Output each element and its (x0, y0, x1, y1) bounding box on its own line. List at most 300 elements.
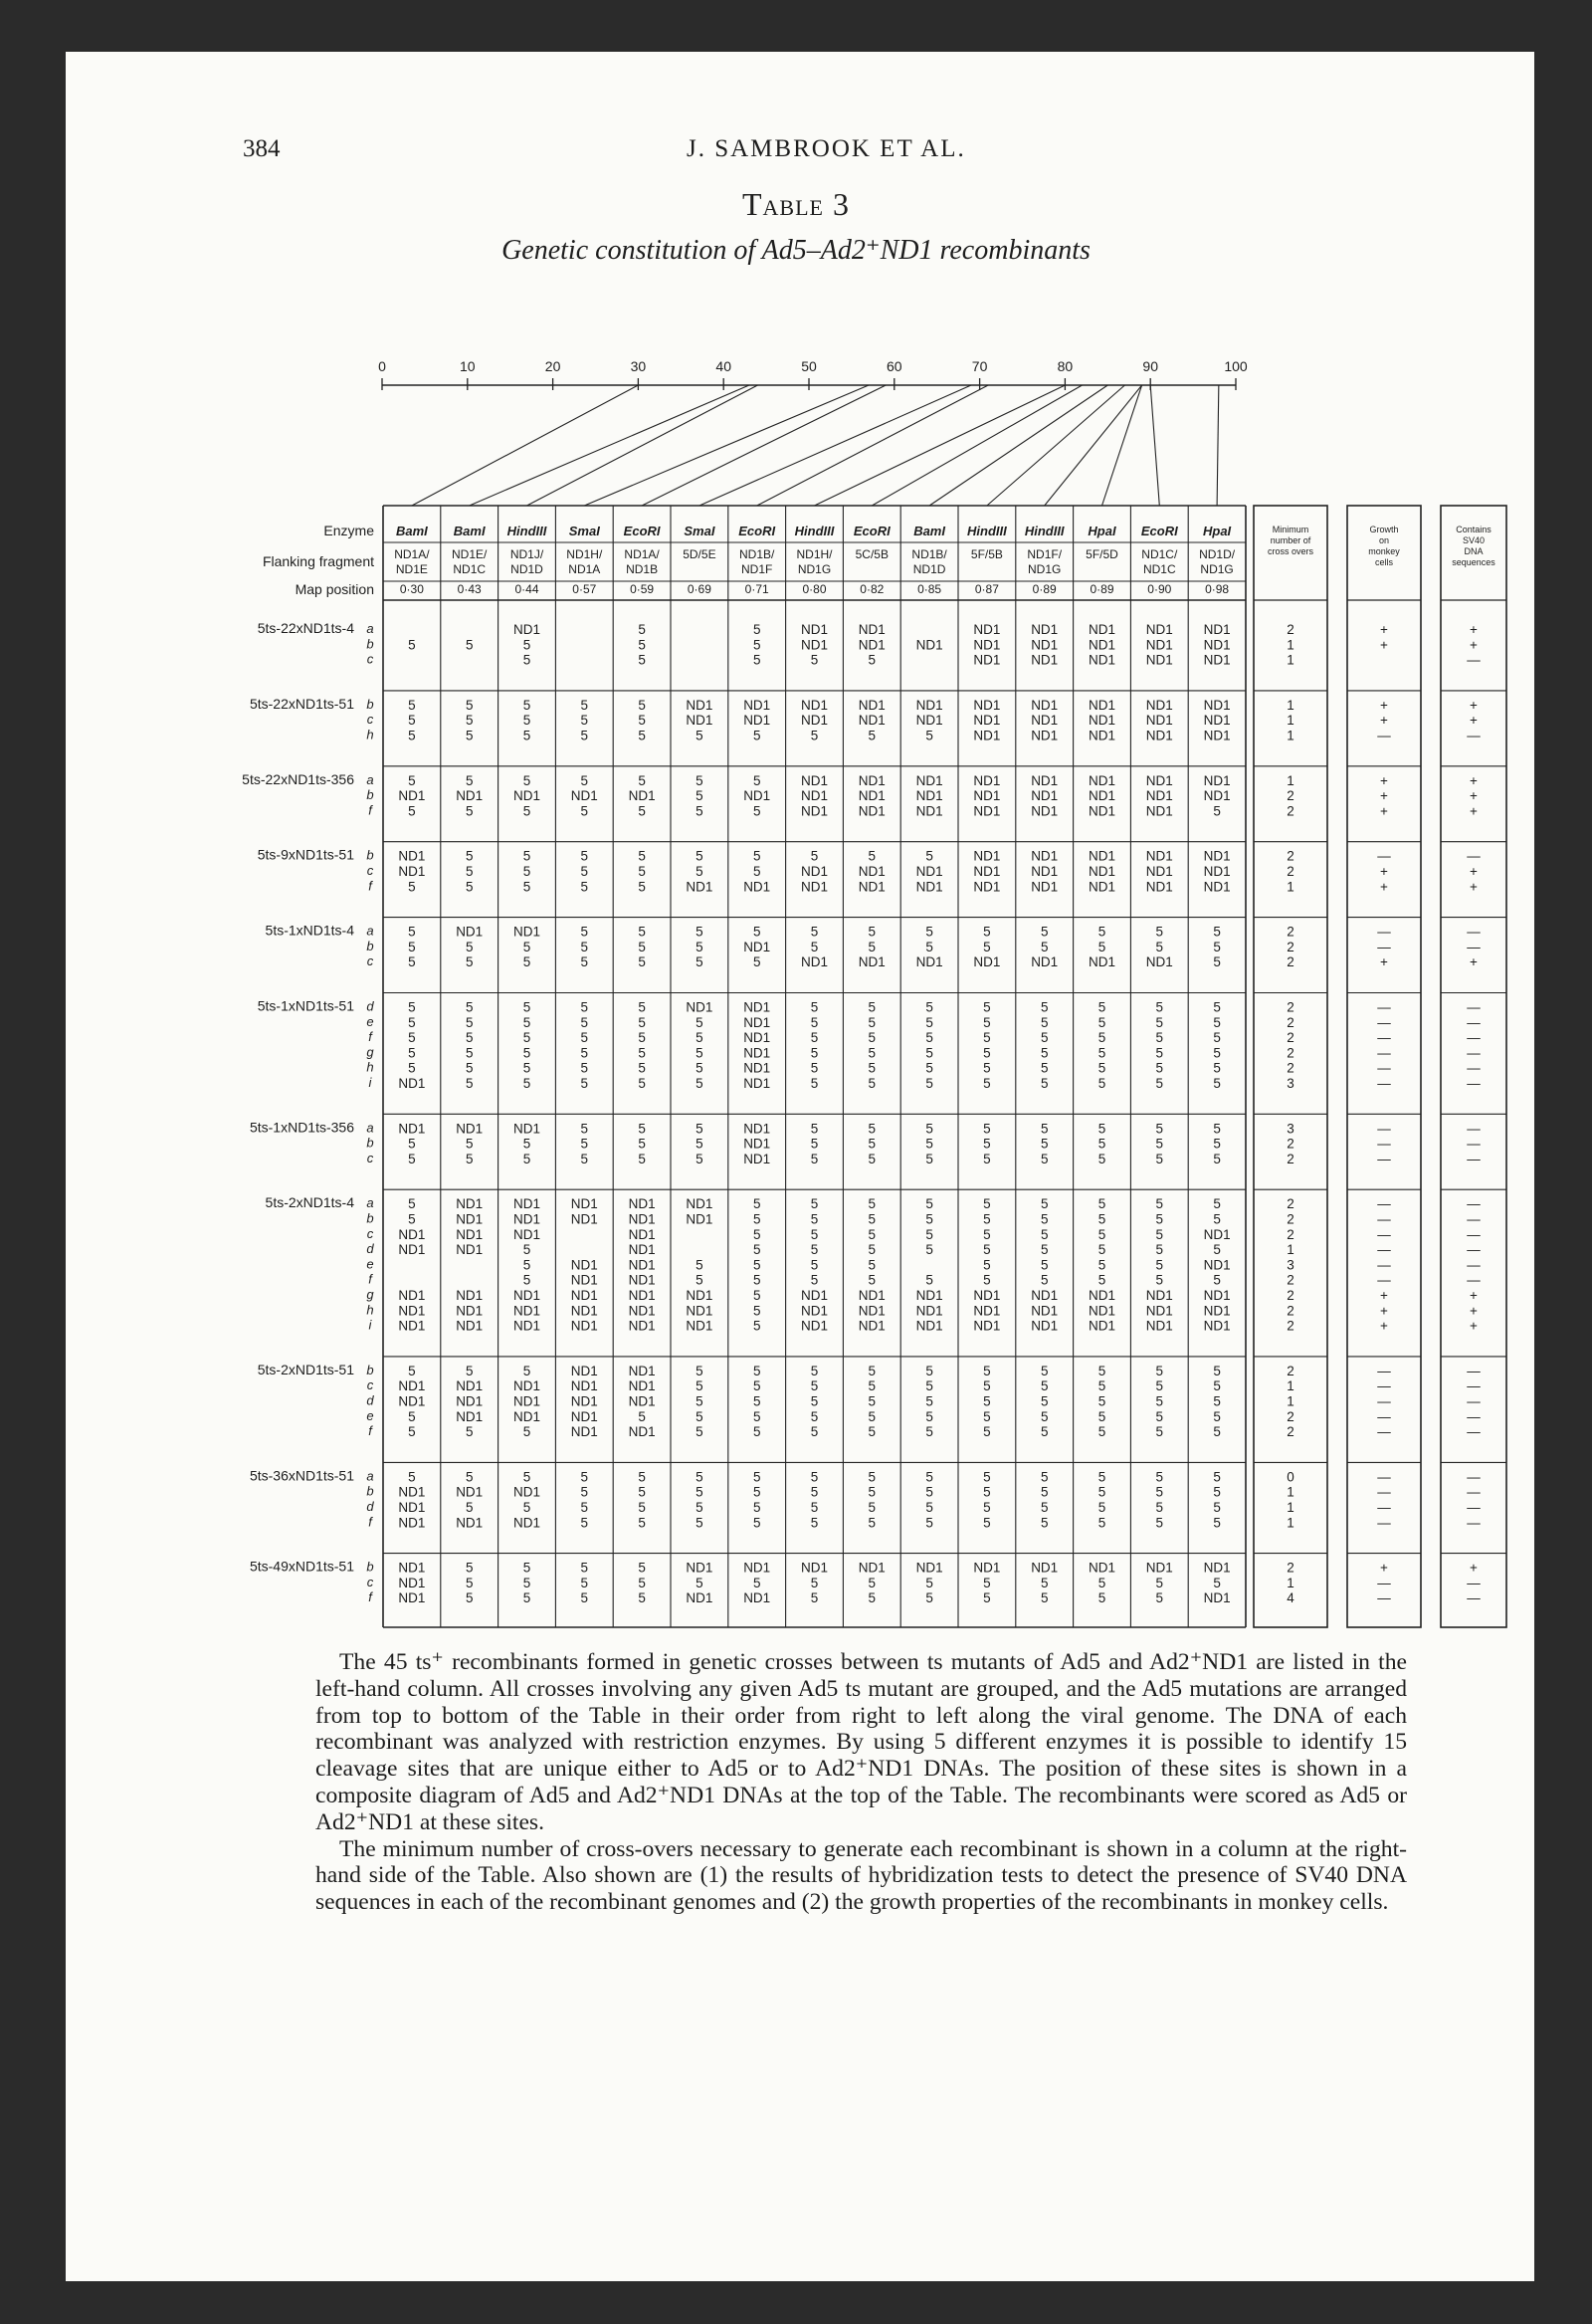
genotype-cell: 5 (752, 622, 761, 637)
genotype-cell: 5 (752, 772, 761, 788)
genotype-cell: 5 (868, 1575, 877, 1590)
genotype-cell: ND1 (456, 1318, 484, 1334)
genotype-cell: 5 (522, 848, 531, 864)
genotype-cell: ND1 (570, 1211, 598, 1227)
genotype-cell: ND1 (1203, 728, 1231, 743)
genotype-cell: 5 (580, 1060, 589, 1076)
genotype-cell: 5 (1040, 1211, 1049, 1227)
genotype-cell: 5 (1040, 1151, 1049, 1166)
genotype-cell: ND1 (800, 1303, 829, 1319)
side-value-crossovers: 2 (1287, 864, 1294, 879)
genotype-cell: 5 (1097, 1136, 1106, 1152)
column-map-position: 0·80 (802, 582, 827, 596)
column-fragment: ND1E/ (452, 547, 488, 561)
genotype-cell: 5 (1155, 1211, 1164, 1227)
genotype-cell: 5 (983, 1363, 991, 1378)
genotype-cell: 5 (925, 1196, 933, 1212)
genotype-cell: ND1 (456, 1393, 484, 1409)
side-value-sv40: — (1467, 1272, 1481, 1288)
genotype-cell: 5 (1097, 1515, 1106, 1531)
side-value-sv40: — (1467, 1014, 1481, 1030)
genotype-cell: 5 (408, 1151, 416, 1166)
side-value-crossovers: 2 (1287, 924, 1294, 940)
genotype-cell: ND1 (398, 1378, 426, 1394)
genotype-cell: 5 (983, 1590, 991, 1606)
flanking-fragment-label: Flanking fragment (262, 553, 374, 569)
genotype-cell: ND1 (1145, 697, 1173, 713)
genotype-cell: 5 (752, 803, 761, 819)
genotype-cell: 5 (465, 1500, 474, 1515)
genotype-cell: 5 (522, 1257, 531, 1273)
genotype-cell: ND1 (456, 1408, 484, 1424)
genotype-cell: 5 (925, 1030, 933, 1046)
genotype-cell: 5 (752, 1257, 761, 1273)
genotype-cell: 5 (1097, 1272, 1106, 1288)
recombinant-letter: g (366, 1287, 374, 1302)
genotype-cell: 5 (810, 1226, 819, 1242)
genotype-cell: 5 (810, 1500, 819, 1515)
genotype-cell: ND1 (1031, 697, 1059, 713)
genotype-cell: ND1 (1031, 954, 1059, 970)
genotype-cell: 5 (983, 1045, 991, 1061)
genotype-cell: 5 (752, 728, 761, 743)
genotype-cell: 5 (868, 924, 877, 940)
column-map-position: 0·89 (1090, 582, 1114, 596)
genotype-cell: 5 (752, 1288, 761, 1303)
genotype-cell: ND1 (973, 788, 1001, 804)
genotype-cell: ND1 (858, 954, 886, 970)
side-value-sv40: — (1467, 1378, 1481, 1394)
genotype-cell: 5 (1040, 1045, 1049, 1061)
recombinant-letter: h (366, 727, 374, 742)
genotype-cell: 5 (638, 1560, 646, 1576)
genotype-cell: ND1 (915, 954, 943, 970)
genotype-cell: ND1 (1203, 879, 1231, 895)
genotype-cell: 5 (638, 637, 646, 653)
genotype-cell: 5 (925, 1242, 933, 1258)
recombinant-letter: g (366, 1044, 374, 1060)
recombinant-letter: b (366, 636, 374, 652)
side-value-crossovers: 2 (1287, 788, 1294, 804)
genotype-cell: 5 (1155, 1393, 1164, 1409)
column-enzyme: HindIII (794, 524, 835, 538)
genotype-cell: 5 (868, 1408, 877, 1424)
genotype-cell: 5 (465, 772, 474, 788)
genotype-cell: 5 (638, 848, 646, 864)
genotype-cell: 5 (522, 1014, 531, 1030)
side-value-crossovers: 1 (1287, 1484, 1294, 1500)
side-value-growth: — (1377, 1060, 1391, 1076)
genotype-cell: ND1 (456, 1226, 484, 1242)
genotype-cell: 5 (925, 1469, 933, 1485)
genotype-cell: 5 (1155, 1272, 1164, 1288)
genotype-cell: ND1 (858, 788, 886, 804)
genotype-cell: 5 (868, 1030, 877, 1046)
genotype-cell: ND1 (800, 1288, 829, 1303)
genotype-cell: 5 (1040, 1515, 1049, 1531)
column-map-position: 0·87 (974, 582, 999, 596)
side-value-sv40: — (1467, 1484, 1481, 1500)
recombinant-letter: b (366, 1362, 374, 1377)
genotype-cell: 5 (810, 1590, 819, 1606)
side-value-crossovers: 2 (1287, 954, 1294, 970)
genotype-cell: 5 (638, 939, 646, 954)
side-value-sv40: — (1467, 1393, 1481, 1409)
genotype-cell: ND1 (398, 848, 426, 864)
genotype-cell: ND1 (1203, 713, 1231, 729)
recombinant-letter: f (368, 878, 372, 894)
genotype-cell: ND1 (973, 1318, 1001, 1334)
genotype-cell: 5 (408, 697, 416, 713)
side-value-crossovers: 1 (1287, 652, 1294, 668)
side-value-growth: — (1377, 939, 1391, 954)
genotype-cell: ND1 (1031, 1560, 1059, 1576)
genotype-cell: 5 (983, 1484, 991, 1500)
recombinant-letter: h (366, 1059, 374, 1075)
genotype-cell: 5 (925, 1424, 933, 1440)
genotype-cell: ND1 (915, 637, 943, 653)
genotype-cell: ND1 (570, 1196, 598, 1212)
genotype-cell: 5 (696, 772, 703, 788)
genotype-cell: 5 (810, 999, 819, 1015)
genotype-cell: ND1 (743, 788, 771, 804)
genotype-cell: 5 (752, 1469, 761, 1485)
genotype-cell: 5 (522, 1151, 531, 1166)
genotype-cell: 5 (1155, 1060, 1164, 1076)
side-value-growth: + (1380, 864, 1388, 879)
side-header-text: sequences (1452, 557, 1495, 567)
recombinant-letter: f (368, 1271, 372, 1287)
genotype-cell: 5 (1155, 1469, 1164, 1485)
genotype-cell: ND1 (628, 1196, 656, 1212)
genotype-cell: 5 (1097, 1500, 1106, 1515)
genotype-cell: ND1 (1088, 713, 1116, 729)
genotype-cell: ND1 (570, 1288, 598, 1303)
side-value-sv40: — (1467, 848, 1481, 864)
genotype-cell: 5 (522, 772, 531, 788)
axis-tick-label: 90 (1142, 358, 1158, 374)
genotype-cell: ND1 (915, 713, 943, 729)
side-value-sv40: + (1470, 1288, 1478, 1303)
genotype-cell: 5 (1040, 1363, 1049, 1378)
side-value-sv40: — (1467, 1515, 1481, 1531)
side-value-crossovers: 1 (1287, 1393, 1294, 1409)
running-head: J. SAMBROOK ET AL. (687, 135, 966, 162)
genotype-cell: 5 (696, 1076, 703, 1091)
genotype-cell: 5 (868, 1226, 877, 1242)
genotype-cell: ND1 (1145, 728, 1173, 743)
genotype-cell: 5 (810, 1136, 819, 1152)
column-fragment: 5D/5E (683, 547, 716, 561)
genotype-cell: 5 (983, 1136, 991, 1152)
genotype-cell: 5 (1097, 1575, 1106, 1590)
genotype-cell: 5 (522, 1136, 531, 1152)
genotype-cell: 5 (638, 652, 646, 668)
genotype-cell: 5 (1040, 1408, 1049, 1424)
genotype-cell: 5 (1155, 1151, 1164, 1166)
column-enzyme: HpaI (1203, 524, 1232, 538)
genotype-cell: 5 (810, 1242, 819, 1258)
genotype-cell: 5 (580, 1014, 589, 1030)
genotype-cell: 5 (1213, 924, 1221, 940)
genotype-cell: 5 (1155, 1484, 1164, 1500)
genotype-cell: ND1 (628, 1393, 656, 1409)
genotype-cell: ND1 (1145, 713, 1173, 729)
column-enzyme: EcoRI (738, 524, 776, 538)
genotype-cell: ND1 (1031, 728, 1059, 743)
genotype-cell: ND1 (1145, 1303, 1173, 1319)
genotype-cell: ND1 (800, 788, 829, 804)
genotype-cell: 5 (580, 1484, 589, 1500)
genotype-cell: ND1 (858, 622, 886, 637)
column-map-position: 0·82 (860, 582, 885, 596)
genotype-cell: ND1 (743, 939, 771, 954)
genotype-cell: 5 (925, 1211, 933, 1227)
genotype-cell: 5 (522, 954, 531, 970)
genotype-cell: ND1 (512, 1378, 541, 1394)
genotype-cell: 5 (638, 954, 646, 970)
genotype-cell: 5 (696, 1272, 703, 1288)
axis-tick-label: 0 (378, 358, 386, 374)
column-enzyme: EcoRI (623, 524, 661, 538)
genotype-cell: ND1 (973, 864, 1001, 879)
axis-tick-label: 50 (801, 358, 817, 374)
genotype-cell: 5 (1213, 1424, 1221, 1440)
genotype-cell: 5 (752, 848, 761, 864)
genotype-cell: 5 (983, 1076, 991, 1091)
cross-label: 5ts-9xND1ts-51 (257, 846, 354, 863)
genotype-cell: ND1 (1088, 788, 1116, 804)
genotype-cell: ND1 (398, 788, 426, 804)
genotype-cell: 5 (752, 1363, 761, 1378)
genotype-cell: 5 (1155, 939, 1164, 954)
genotype-cell: ND1 (512, 1515, 541, 1531)
side-value-crossovers: 2 (1287, 848, 1294, 864)
genotype-cell: 5 (868, 1272, 877, 1288)
genotype-cell: 5 (522, 999, 531, 1015)
recombinant-letter: f (368, 802, 372, 818)
side-header-text: Minimum (1272, 525, 1309, 534)
recombinant-letter: c (366, 1150, 374, 1165)
genotype-cell: ND1 (743, 1045, 771, 1061)
side-value-sv40: — (1467, 1151, 1481, 1166)
cross-label: 5ts-22xND1ts-4 (257, 620, 354, 636)
genotype-cell: ND1 (1203, 772, 1231, 788)
column-fragment-2: ND1C (453, 562, 487, 576)
genotype-cell: 5 (1097, 1484, 1106, 1500)
side-value-crossovers: 2 (1287, 1060, 1294, 1076)
genotype-cell: ND1 (398, 1575, 426, 1590)
genotype-cell: 5 (1213, 1363, 1221, 1378)
genotype-cell: ND1 (628, 1257, 656, 1273)
genotype-cell: 5 (580, 939, 589, 954)
column-map-position: 0·98 (1205, 582, 1230, 596)
column-fragment-2: ND1B (626, 562, 659, 576)
genotype-cell: 5 (696, 803, 703, 819)
genotype-cell: 5 (696, 954, 703, 970)
cross-label: 5ts-2xND1ts-4 (265, 1194, 354, 1211)
genotype-cell: 5 (752, 1242, 761, 1258)
genotype-cell: ND1 (456, 1242, 484, 1258)
genotype-cell: ND1 (512, 1121, 541, 1137)
column-map-position: 0·90 (1147, 582, 1172, 596)
side-header-text: DNA (1464, 546, 1484, 556)
genotype-cell: ND1 (628, 1303, 656, 1319)
column-map-position: 0·69 (687, 582, 711, 596)
side-value-growth: + (1380, 1318, 1388, 1334)
genotype-cell: 5 (1213, 1393, 1221, 1409)
recombinant-letter: a (366, 771, 374, 787)
side-value-growth: + (1380, 637, 1388, 653)
genotype-cell: 5 (1040, 1136, 1049, 1152)
axis-tick-label: 100 (1224, 358, 1248, 374)
recombinant-letter: b (366, 787, 374, 803)
genotype-cell: ND1 (1203, 1257, 1231, 1273)
genotype-cell: 5 (522, 652, 531, 668)
genotype-cell: 5 (983, 1515, 991, 1531)
genotype-cell: 5 (983, 1257, 991, 1273)
recombinant-letter: a (366, 1468, 374, 1484)
genotype-cell: ND1 (1088, 864, 1116, 879)
genotype-cell: 5 (925, 1076, 933, 1091)
genotype-cell: ND1 (743, 999, 771, 1015)
column-map-position: 0·59 (630, 582, 655, 596)
genotype-cell: ND1 (570, 788, 598, 804)
genotype-cell: 5 (925, 728, 933, 743)
genotype-cell: ND1 (1203, 1560, 1231, 1576)
genotype-cell: 5 (810, 1484, 819, 1500)
genotype-cell: 5 (1155, 1424, 1164, 1440)
genotype-cell: 5 (752, 1484, 761, 1500)
genotype-cell: 5 (1097, 1076, 1106, 1091)
genotype-cell: 5 (752, 1408, 761, 1424)
genotype-cell: ND1 (686, 879, 713, 895)
genotype-cell: ND1 (570, 1363, 598, 1378)
genotype-cell: 5 (1213, 1196, 1221, 1212)
genotype-cell: 5 (868, 1014, 877, 1030)
genotype-cell: 5 (752, 1575, 761, 1590)
genotype-cell: ND1 (628, 1424, 656, 1440)
side-value-crossovers: 1 (1287, 1242, 1294, 1258)
genotype-cell: 5 (408, 999, 416, 1015)
genotype-cell: 5 (408, 713, 416, 729)
column-fragment: ND1F/ (1027, 547, 1063, 561)
side-value-crossovers: 1 (1287, 879, 1294, 895)
genotype-cell: 5 (752, 1500, 761, 1515)
genotype-cell: ND1 (1203, 1288, 1231, 1303)
column-fragment: 5C/5B (855, 547, 889, 561)
side-value-sv40: — (1467, 939, 1481, 954)
genotype-cell: ND1 (743, 1121, 771, 1137)
genotype-cell: ND1 (570, 1318, 598, 1334)
recombinant-letter: b (366, 938, 374, 953)
side-value-sv40: — (1467, 1590, 1481, 1606)
genotype-cell: ND1 (1031, 803, 1059, 819)
genotype-cell: ND1 (456, 1515, 484, 1531)
genotype-cell: ND1 (800, 1560, 829, 1576)
genotype-cell: 5 (638, 1060, 646, 1076)
genotype-cell: ND1 (858, 864, 886, 879)
side-value-growth: + (1380, 713, 1388, 729)
recombinant-letter: b (366, 1559, 374, 1575)
column-fragment: ND1B/ (739, 547, 775, 561)
genotype-cell: ND1 (628, 1226, 656, 1242)
genotype-cell: ND1 (398, 1560, 426, 1576)
genotype-cell: ND1 (1203, 637, 1231, 653)
genotype-cell: ND1 (686, 713, 713, 729)
column-enzyme: HindIII (967, 524, 1007, 538)
genotype-cell: ND1 (1088, 637, 1116, 653)
genotype-cell: ND1 (1031, 848, 1059, 864)
column-fragment: ND1A/ (624, 547, 660, 561)
genotype-cell: ND1 (456, 1378, 484, 1394)
genotype-cell: 5 (1040, 1424, 1049, 1440)
cross-label: 5ts-22xND1ts-51 (249, 695, 354, 712)
genotype-cell: 5 (465, 1560, 474, 1576)
genotype-cell: 5 (752, 1303, 761, 1319)
side-value-sv40: — (1467, 999, 1481, 1015)
genotype-cell: ND1 (743, 1014, 771, 1030)
genotype-cell: 5 (465, 939, 474, 954)
side-value-growth: — (1377, 1030, 1391, 1046)
genotype-cell: 5 (638, 1045, 646, 1061)
genotype-cell: 5 (810, 652, 819, 668)
side-value-growth: — (1377, 1515, 1391, 1531)
genotype-cell: 5 (925, 1121, 933, 1137)
genotype-cell: 5 (408, 1060, 416, 1076)
genotype-cell: ND1 (743, 1060, 771, 1076)
genotype-cell: ND1 (800, 622, 829, 637)
genotype-cell: 5 (1040, 1393, 1049, 1409)
side-value-crossovers: 2 (1287, 1318, 1294, 1334)
genotype-cell: 5 (696, 1393, 703, 1409)
genotype-cell: ND1 (743, 713, 771, 729)
column-fragment: ND1H/ (796, 547, 833, 561)
genotype-cell: ND1 (1145, 848, 1173, 864)
column-enzyme: EcoRI (853, 524, 891, 538)
genotype-cell: 5 (580, 1151, 589, 1166)
genotype-cell: ND1 (512, 622, 541, 637)
genotype-cell: ND1 (800, 772, 829, 788)
column-enzyme: EcoRI (1140, 524, 1178, 538)
genotype-cell: 5 (638, 1575, 646, 1590)
genotype-cell: ND1 (456, 788, 484, 804)
genotype-cell: 5 (752, 1211, 761, 1227)
genotype-cell: 5 (696, 1045, 703, 1061)
genotype-cell: ND1 (628, 1288, 656, 1303)
genotype-cell: ND1 (1203, 652, 1231, 668)
genotype-cell: 5 (522, 1500, 531, 1515)
cross-label: 5ts-1xND1ts-356 (249, 1119, 354, 1136)
genotype-cell: ND1 (686, 1196, 713, 1212)
genotype-cell: 5 (1040, 1469, 1049, 1485)
genotype-cell: 5 (810, 1196, 819, 1212)
recombinant-letter: a (366, 621, 374, 636)
genotype-cell: ND1 (1203, 864, 1231, 879)
genotype-cell: 5 (408, 879, 416, 895)
side-value-crossovers: 2 (1287, 803, 1294, 819)
genotype-cell: 5 (752, 954, 761, 970)
side-value-growth: — (1377, 1500, 1391, 1515)
genotype-cell: ND1 (743, 1560, 771, 1576)
genotype-cell: 5 (696, 939, 703, 954)
side-value-growth: — (1377, 1590, 1391, 1606)
side-value-sv40: — (1467, 652, 1481, 668)
genotype-cell: ND1 (628, 788, 656, 804)
genotype-cell: ND1 (1145, 1560, 1173, 1576)
genotype-cell: 5 (810, 1076, 819, 1091)
genotype-cell: ND1 (456, 1121, 484, 1137)
